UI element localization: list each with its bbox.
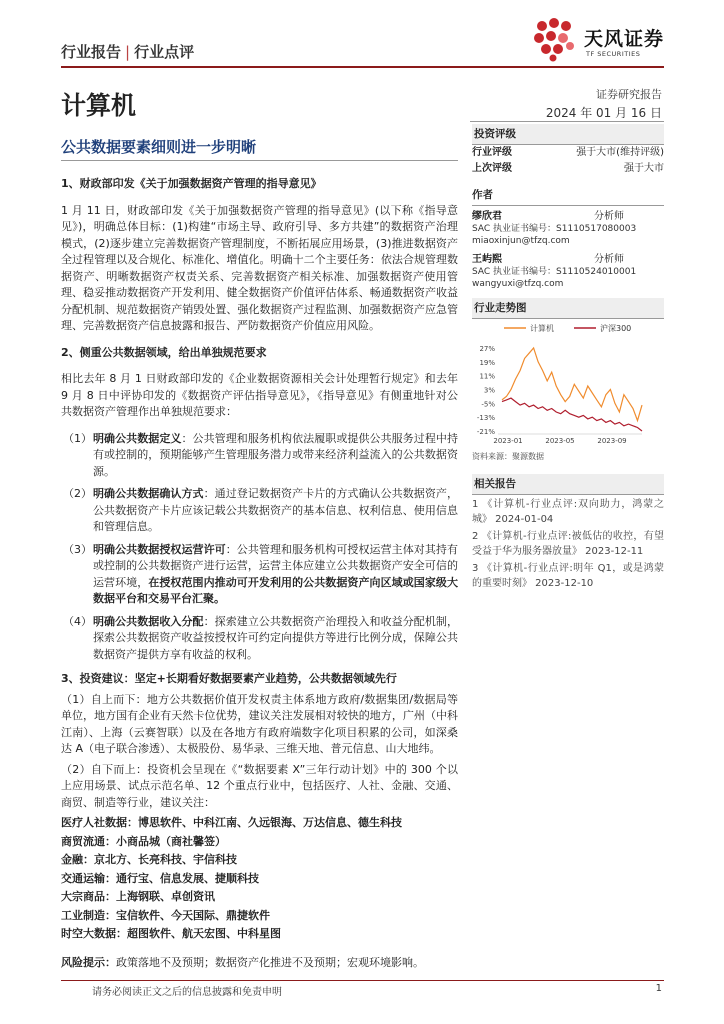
list-item-text: ：通过登记数据资产卡片的方式确认公共数据资产，公共数据资产卡片应该记载公共数据资产的基本信息、权利信息、使用信息和管理信息。 [93, 487, 458, 533]
rating-key: 上次评级 [472, 163, 512, 174]
list-number: （1） [63, 431, 92, 445]
y-tick-label: -5% [481, 400, 495, 409]
y-tick-label: -21% [476, 428, 495, 436]
section-3-paragraph-2: （2）自下而上：投资机会呈现在《“数据要素 X”三年行动计划》中的 300 个以上应用场景、试点示范名单、12 个重点行业中，包括医疗、人社、金融、交通、商贸、制造等行业，建议关注： [61, 762, 458, 809]
author-name: 缪欣君 [472, 211, 502, 222]
list-item [61, 486, 458, 536]
y-tick-label: 19% [479, 358, 495, 367]
legend-label: 计算机 [530, 324, 554, 333]
list-item [61, 614, 458, 664]
requirements-list [61, 431, 458, 664]
list-item [61, 431, 458, 481]
pick-stocks: 京北方、长亮科技、宇信科技 [94, 853, 237, 866]
rating-value: 强于大市 [624, 163, 664, 174]
report-type: 证券研究报告 [596, 88, 662, 101]
pick-sector: 金融： [61, 853, 94, 866]
tag-industry-report: 行业报告 [61, 43, 122, 61]
legend-label: 沪深300 [600, 324, 632, 333]
rating-row [472, 145, 664, 161]
pick-stocks: 小商品城（商社馨签） [116, 834, 226, 848]
section-1-title: 1、财政部印发《关于加强数据资产管理的指导意见》 [61, 177, 322, 190]
y-tick-label: -13% [476, 414, 495, 423]
y-tick-label: 11% [479, 372, 495, 381]
section-3-paragraph-1: （1）自上而下：地方公共数据价值开发权责主体系地方政府/数据集团/数据局等单位，地方国有企业有天然卡位优势，建议关注发展相对较快的地方，广州（中科江南）、上海（云赛智联）以及在各地方有政府端数字化项目积累的公司，如深桑达 A（电子联合渗透）、太极股份、易华录、三维天地、普元信息、山大地纬。 [61, 692, 458, 755]
pick-sector: 医疗人社数据： [61, 816, 138, 829]
author-email[interactable]: miaoxinjun@tfzq.com [472, 236, 570, 246]
author-entry [472, 253, 664, 290]
rating-title: 投资评级 [472, 124, 664, 145]
pick-sector: 工业制造： [61, 908, 116, 922]
series-line-csi300 [502, 398, 642, 431]
report-date: 2024 年 01 月 16 日 [545, 106, 662, 120]
author-sac: SAC 执业证书编号：S1110524010001 [472, 267, 637, 277]
logo-name-en: TF SECURITIES [586, 50, 641, 58]
pick-row [61, 815, 458, 832]
list-item [61, 542, 458, 608]
section-1-paragraph: 1 月 11 日，财政部印发《关于加强数据资产管理的指导意见》(以下称《指导意见》)，明确总体目标：(1)构建“市场主导、政府引导、多方共建”的数据资产治理模式，(2)逐步建立完善数据资产管理制度，不断拓展应用场景，(3)推进数据资产全过程管理以及合规化、标准化、增值化。明确十二个主要任务：依法合规管理数据资产、明晰数据资产权责关系、完善数据资产相关标准、加强数据资产使用管理、稳妥推动数据资产开发利用、健全数据资产价值评估体系、畅通数据资产收益分配机制、规范数据资产销毁处置、强化数据资产过程监测、加强数据资产应急管理、完善数据资产信息披露和报告、严防数据资产价值应用风险。 [61, 203, 458, 332]
author-name: 王屿熙 [472, 254, 502, 265]
logo-mark-icon [530, 16, 580, 62]
tag-separator: | [125, 43, 131, 61]
pick-row [61, 834, 458, 851]
list-number: （3） [63, 542, 92, 556]
pick-sector: 大宗商品： [61, 890, 116, 903]
main-content [61, 176, 458, 971]
risk-label: 风险提示： [61, 955, 116, 969]
header-rule [61, 66, 664, 68]
list-item-heading: 明确公共数据定义 [93, 431, 182, 445]
section-3-title: 3、投资建议：坚定+长期看好数据要素产业趋势，公共数据领域先行 [61, 672, 397, 685]
authors-box [472, 185, 664, 290]
author-role: 分析师 [594, 254, 624, 265]
pick-row [61, 926, 458, 943]
rating-key: 行业评级 [472, 147, 512, 158]
list-number: （4） [63, 614, 92, 628]
y-tick-label: 27% [479, 345, 495, 353]
pick-sector: 交通运输： [61, 871, 116, 885]
risk-warning [61, 955, 458, 972]
series-line-computer [502, 348, 642, 421]
page-number: 1 [655, 983, 662, 994]
footer-disclaimer: 请务必阅读正文之后的信息披露和免责申明 [92, 987, 282, 998]
related-report-link[interactable]: 2 《计算机-行业点评:被低估的收控，有望受益于华为服务器放量》 2023-12-11 [472, 531, 664, 557]
list-item-heading: 明确公共数据收入分配 [93, 614, 204, 628]
pick-sector: 商贸流通： [61, 834, 116, 848]
subtitle-divider [61, 160, 458, 161]
list-item-heading: 明确公共数据确认方式 [93, 487, 204, 500]
date-divider [470, 121, 664, 122]
pick-sector: 时空大数据： [61, 927, 127, 940]
section-2-paragraph: 相比去年 8 月 1 日财政部印发的《企业数据资源相关会计处理暂行规定》和去年 9 月 8 日中评协印发的《数据资产评估指导意见》，《指导意见》有侧重地针对公共数据资产管理作出单独规范要求： [61, 372, 458, 418]
pick-row [61, 889, 458, 906]
author-sac: SAC 执业证书编号：S1110517080003 [472, 224, 637, 234]
report-subtitle: 公共数据要素细则进一步明晰 [61, 138, 257, 156]
list-item-text: ：探索建立公共数据资产治理投入和收益分配机制，探索公共数据资产收益按授权许可约定向提供方等进行比例分成，保障公共数据资产提供方享有收益的权利。 [93, 614, 458, 661]
x-tick-label: 2023-09 [597, 437, 627, 445]
rating-value: 强于大市(维持评级) [576, 147, 664, 158]
chart-source: 资料来源：聚源数据 [472, 452, 544, 461]
pick-stocks: 通行宝、信息发展、捷顺科技 [116, 871, 259, 885]
rating-row [472, 161, 664, 177]
related-title: 相关报告 [472, 474, 664, 495]
pick-stocks: 博思软件、中科江南、久远银海、万达信息、德生科技 [138, 816, 402, 829]
industry-title: 计算机 [61, 91, 137, 120]
trend-box [472, 298, 664, 319]
section-2-title: 2、侧重公共数据领域，给出单独规范要求 [61, 345, 267, 359]
company-logo [530, 16, 670, 66]
pick-stocks: 宝信软件、今天国际、鼎捷软件 [116, 908, 270, 922]
report-category [61, 41, 194, 62]
trend-title: 行业走势图 [472, 298, 664, 319]
stock-picks [61, 815, 458, 943]
list-item-emphasis: 在授权范围内推动可开发利用的公共数据资产向区域或国家级大数据平台和交易平台汇聚。 [93, 575, 458, 605]
risk-text: 政策落地不及预期；数据资产化推进不及预期；宏观环境影响。 [116, 955, 424, 969]
related-report-link[interactable]: 1 《计算机-行业点评:双向助力，鸿蒙之城》 2024-01-04 [472, 499, 664, 525]
x-tick-label: 2023-05 [545, 437, 575, 445]
logo-name-cn: 天风证券 [584, 28, 665, 50]
industry-trend-chart [472, 318, 664, 448]
author-email[interactable]: wangyuxi@tfzq.com [472, 279, 564, 289]
rating-box [472, 124, 664, 177]
related-box [472, 474, 664, 591]
list-item-text: ：公共管理和服务机构依法履职或提供公共服务过程中持有或控制的，预期能够产生管理服务潜力或带来经济利益流入的公共数据资源。 [93, 431, 458, 478]
pick-row [61, 852, 458, 869]
tag-industry-comment: 行业点评 [134, 43, 195, 61]
pick-stocks: 上海钢联、卓创资讯 [116, 890, 215, 903]
pick-row [61, 908, 458, 925]
footer-rule [61, 980, 664, 981]
author-role: 分析师 [594, 211, 624, 222]
pick-stocks: 超图软件、航天宏图、中科星图 [127, 927, 281, 940]
list-item-heading: 明确公共数据授权运营许可 [93, 542, 226, 556]
pick-row [61, 871, 458, 888]
list-item-text: ：公共管理和服务机构可授权运营主体对其持有或控制的公共数据资产进行运营，运营主体应建立公共数据资产安全可信的运营环境， [93, 542, 458, 589]
related-report-link[interactable]: 3 《计算机-行业点评:明年 Q1，或是鸿蒙的重要时刻》 2023-12-10 [472, 563, 664, 589]
x-tick-label: 2023-01 [493, 437, 523, 445]
y-tick-label: 3% [483, 386, 495, 395]
authors-title: 作者 [472, 185, 664, 206]
list-number: （2） [63, 487, 92, 500]
author-entry [472, 210, 664, 247]
